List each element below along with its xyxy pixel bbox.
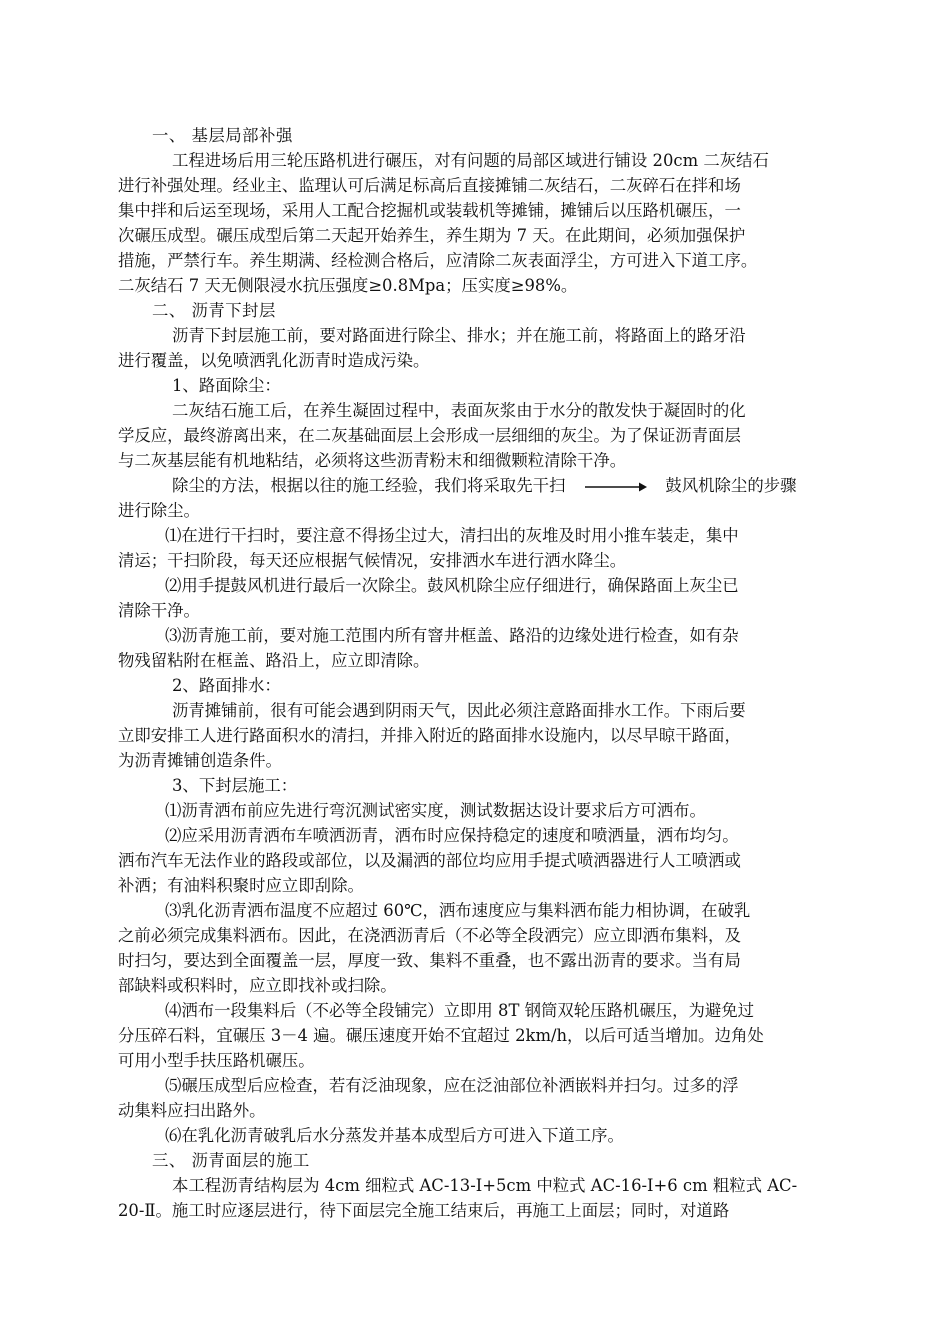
paragraph-line: 进行覆盖，以免喷洒乳化沥青时造成污染。 — [118, 351, 430, 370]
paragraph-line: 补洒；有油料积聚时应立即刮除。 — [118, 876, 364, 895]
paragraph-line: 学反应，最终游离出来，在二灰基础面层上会形成一层细细的灰尘。为了保证沥青面层 — [118, 426, 741, 445]
list-item: ⑴沥青洒布前应先进行弯沉测试密实度，测试数据达设计要求后方可洒布。 — [165, 801, 706, 820]
method-line — [172, 476, 797, 496]
paragraph-line: 沥青下封层施工前，要对路面进行除尘、排水；并在施工前，将路面上的路牙沿 — [172, 326, 746, 345]
paragraph-line: 分压碎石料，宜碾压 3－4 遍。碾压速度开始不宜超过 2km/h，以后可适当增加。边角处 — [118, 1026, 764, 1045]
method-text-a: 除尘的方法，根据以往的施工经验，我们将采取先干扫 — [172, 476, 566, 495]
paragraph-line: 进行补强处理。经业主、监理认可后满足标高后直接摊铺二灰结石，二灰碎石在拌和场 — [118, 176, 741, 195]
paragraph-line: 与二灰基层能有机地粘结，必须将这些沥青粉末和细微颗粒清除干净。 — [118, 451, 627, 470]
list-item: ⑶乳化沥青洒布温度不应超过 60℃，洒布速度应与集料洒布能力相协调，在破乳 — [165, 901, 751, 920]
paragraph-line: 措施，严禁行车。养生期满、经检测合格后，应清除二灰表面浮尘，方可进入下道工序。 — [118, 251, 758, 270]
paragraph-line: 清除干净。 — [118, 601, 200, 620]
paragraph-line: 之前必须完成集料洒布。因此，在浇洒沥青后（不必等全段洒完）应立即洒布集料，及 — [118, 926, 741, 945]
list-item: ⑵应采用沥青洒布车喷洒沥青，洒布时应保持稳定的速度和喷洒量，洒布均匀。 — [165, 826, 739, 845]
paragraph-line: 次碾压成型。碾压成型后第二天起开始养生，养生期为 7 天。在此期间，必须加强保护 — [118, 226, 746, 245]
method-text-b: 鼓风机除尘的步骤 — [665, 476, 797, 495]
section-heading-1: 一、 基层局部补强 — [152, 126, 293, 145]
section-heading-3: 三、 沥青面层的施工 — [152, 1151, 310, 1170]
subheading: 1、路面除尘： — [172, 376, 281, 395]
paragraph-line: 时扫匀，要达到全面覆盖一层，厚度一致、集料不重叠，也不露出沥青的要求。当有局 — [118, 951, 741, 970]
paragraph-line: 清运；干扫阶段，每天还应根据气候情况，安排洒水车进行洒水降尘。 — [118, 551, 627, 570]
list-item: ⑶沥青施工前，要对施工范围内所有窨井框盖、路沿的边缘处进行检查，如有杂 — [165, 626, 739, 645]
paragraph-line: 集中拌和后运至现场，采用人工配合挖掘机或装载机等摊铺，摊铺后以压路机碾压，一 — [118, 201, 741, 220]
subheading: 2、路面排水： — [172, 676, 281, 695]
section-heading-2: 二、 沥青下封层 — [152, 301, 276, 320]
list-item: ⑹在乳化沥青破乳后水分蒸发并基本成型后方可进入下道工序。 — [165, 1126, 624, 1145]
paragraph-line: 20-Ⅱ。施工时应逐层进行，待下面层完全施工结束后，再施工上面层；同时，对道路 — [118, 1201, 730, 1220]
paragraph-line: 二灰结石施工后，在养生凝固过程中，表面灰浆由于水分的散发快于凝固时的化 — [172, 401, 746, 420]
paragraph-line: 为沥青摊铺创造条件。 — [118, 751, 282, 770]
paragraph-line: 部缺料或积料时，应立即找补或扫除。 — [118, 976, 397, 995]
list-item: ⑵用手提鼓风机进行最后一次除尘。鼓风机除尘应仔细进行，确保路面上灰尘已 — [165, 576, 739, 595]
paragraph-line: 动集料应扫出路外。 — [118, 1101, 266, 1120]
subheading: 3、下封层施工： — [172, 776, 298, 795]
paragraph-line: 立即安排工人进行路面积水的清扫，并排入附近的路面排水设施内，以尽早晾干路面， — [118, 726, 741, 745]
list-item: ⑷洒布一段集料后（不必等全段铺完）立即用 8T 钢筒双轮压路机碾压，为避免过 — [165, 1001, 755, 1020]
paragraph-line: 工程进场后用三轮压路机进行碾压，对有问题的局部区域进行铺设 20cm 二灰结石 — [172, 151, 769, 170]
paragraph-line: 可用小型手扶压路机碾压。 — [118, 1051, 315, 1070]
list-item: ⑴在进行干扫时，要注意不得扬尘过大，清扫出的灰堆及时用小推车装走，集中 — [165, 526, 739, 545]
paragraph-line: 物残留粘附在框盖、路沿上，应立即清除。 — [118, 651, 430, 670]
paragraph-line: 本工程沥青结构层为 4cm 细粒式 AC-13-Ⅰ+5cm 中粒式 AC-16-Ⅰ+6 cm 粗粒式 AC- — [172, 1176, 798, 1195]
paragraph-line: 洒布汽车无法作业的路段或部位，以及漏洒的部位均应用手提式喷洒器进行人工喷洒或 — [118, 851, 741, 870]
right-arrow-icon — [585, 481, 647, 493]
paragraph-line: 沥青摊铺前，很有可能会遇到阴雨天气，因此必须注意路面排水工作。下雨后要 — [172, 701, 746, 720]
paragraph-line: 二灰结石 7 天无侧限浸水抗压强度≥0.8Mpa；压实度≥98%。 — [118, 276, 578, 295]
paragraph-line: 进行除尘。 — [118, 501, 200, 520]
list-item: ⑸碾压成型后应检查，若有泛油现象，应在泛油部位补洒嵌料并扫匀。过多的浮 — [165, 1076, 739, 1095]
